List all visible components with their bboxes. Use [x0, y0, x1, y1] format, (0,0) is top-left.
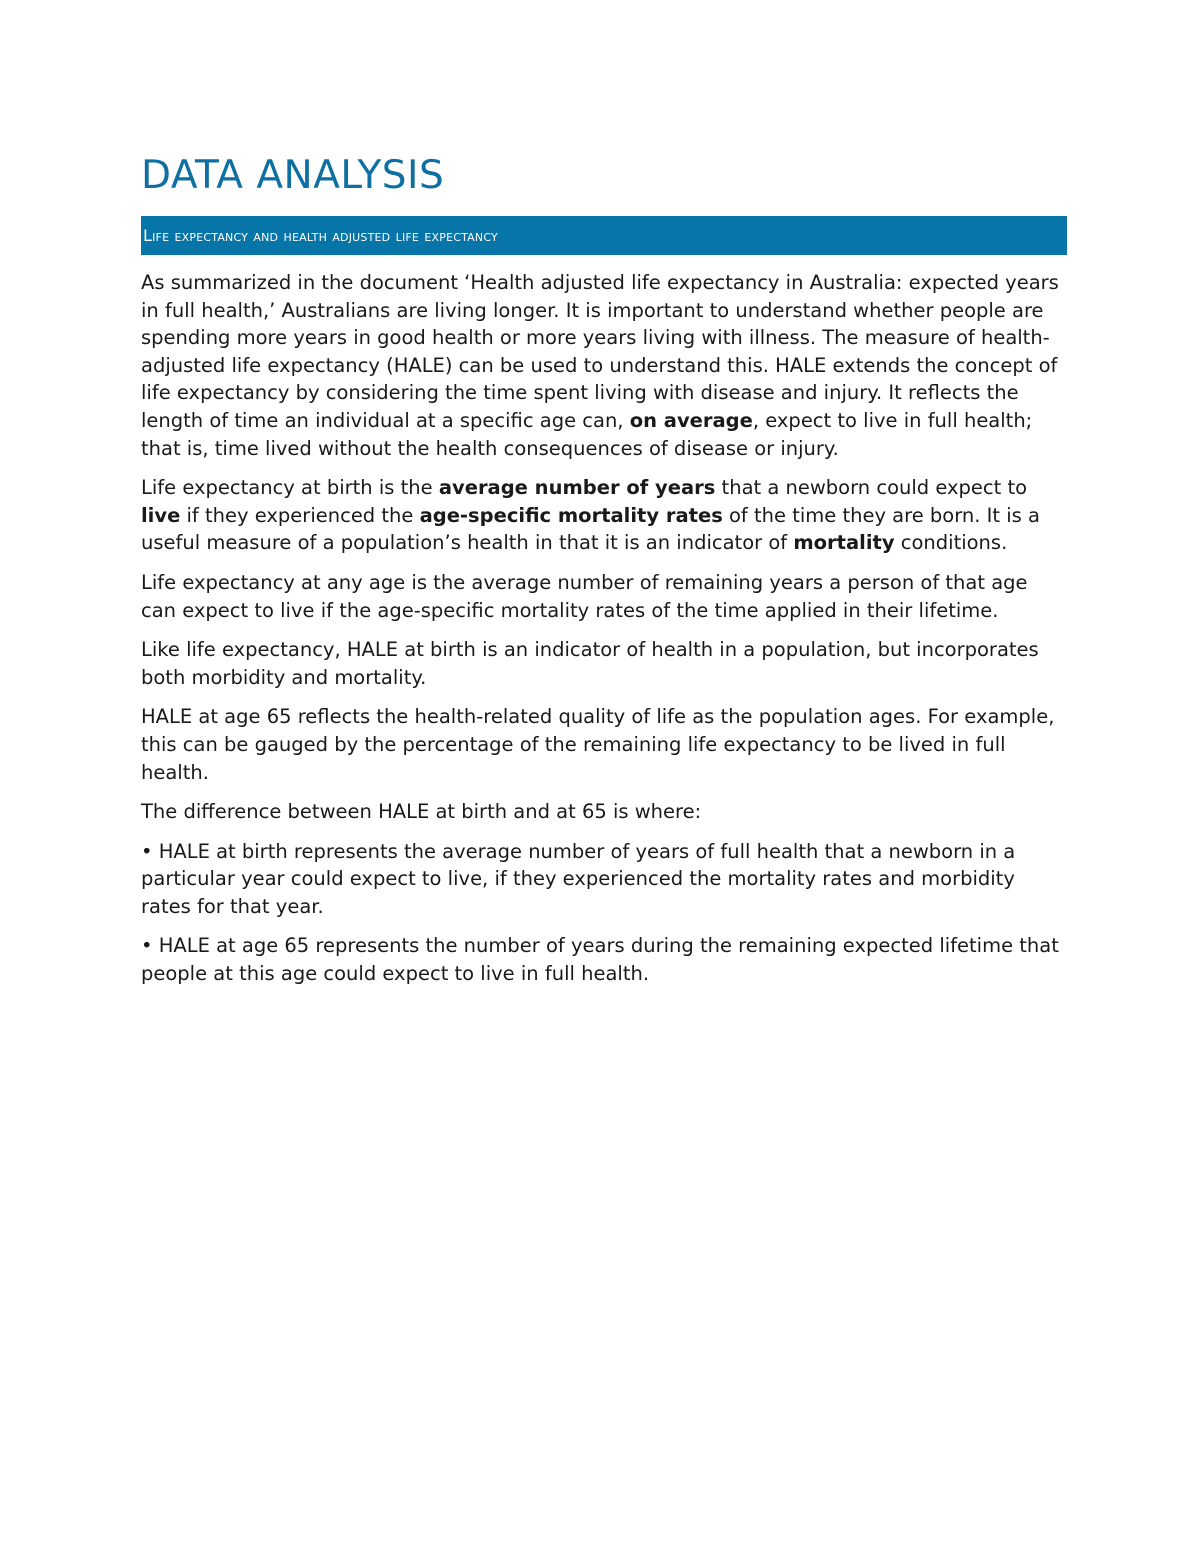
bullet-hale-birth: • HALE at birth represents the average number of years of full health that a newborn in a particular year could expect to live, if they experienced the mortality rates and morbidity rates for that year. [141, 839, 1016, 918]
paragraph-hale-birth-indicator: Like life expectancy, HALE at birth is an indicator of health in a population, but incorporates both morbidity and mortality. [141, 638, 1039, 689]
bold-term: mortality [793, 531, 895, 555]
paragraph-text: conditions. [894, 531, 1008, 555]
document-page [141, 150, 1067, 988]
paragraph-text: that a newborn could expect to [715, 476, 1028, 500]
section-heading-bar [141, 216, 1067, 255]
paragraph-text: if they experienced the [180, 503, 420, 527]
bullet-hale-65: • HALE at age 65 represents the number of years during the remaining expected lifetime that people at this age could expect to live in full health. [141, 934, 1059, 986]
paragraph-text: Life expectancy at birth is the [141, 476, 439, 500]
paragraph-text: As summarized in the document ‘Health adjusted life expectancy in Australia: expected years in full health,’ Australians are living longer. It is important to understand whether people are spending more years in good health or more years living with illness. The measure of health-adjusted life expectancy (HALE) can be used to understand this. HALE extends the concept of life expectancy by considering the time spent living with disease and injury. It reflects the length of time an individual at a specific age can, [141, 271, 1059, 432]
paragraph-text: , expect to live in full health; that is, time lived without the health consequences of disease or injury. [141, 408, 1033, 460]
paragraph-difference-intro: The difference between HALE at birth and at 65 is where: [141, 800, 702, 824]
bold-term: age-specific mortality rates [419, 503, 723, 527]
paragraph-life-expectancy-birth [141, 474, 1067, 557]
paragraph-hale-intro [141, 269, 1067, 462]
paragraph-hale-age-65: HALE at age 65 reflects the health-related quality of life as the population ages. For example, this can be gauged by the percentage of the remaining life expectancy to be lived in full health. [141, 705, 1055, 784]
paragraph-text: of the time they are born. It is a useful measure of a population’s health in that it is an indicator of [141, 503, 1040, 555]
bold-term: on average [629, 408, 753, 432]
bold-term: average number of years [438, 476, 716, 500]
paragraph-life-expectancy-any-age: Life expectancy at any age is the average number of remaining years a person of that age can expect to live if the age-specific mortality rates of the time applied in their lifetime. [141, 570, 1028, 622]
document-title: DATA ANALYSIS [141, 153, 445, 198]
section-heading: Life expectancy and health adjusted life expectancy [143, 226, 498, 245]
bold-term: live [141, 503, 181, 527]
